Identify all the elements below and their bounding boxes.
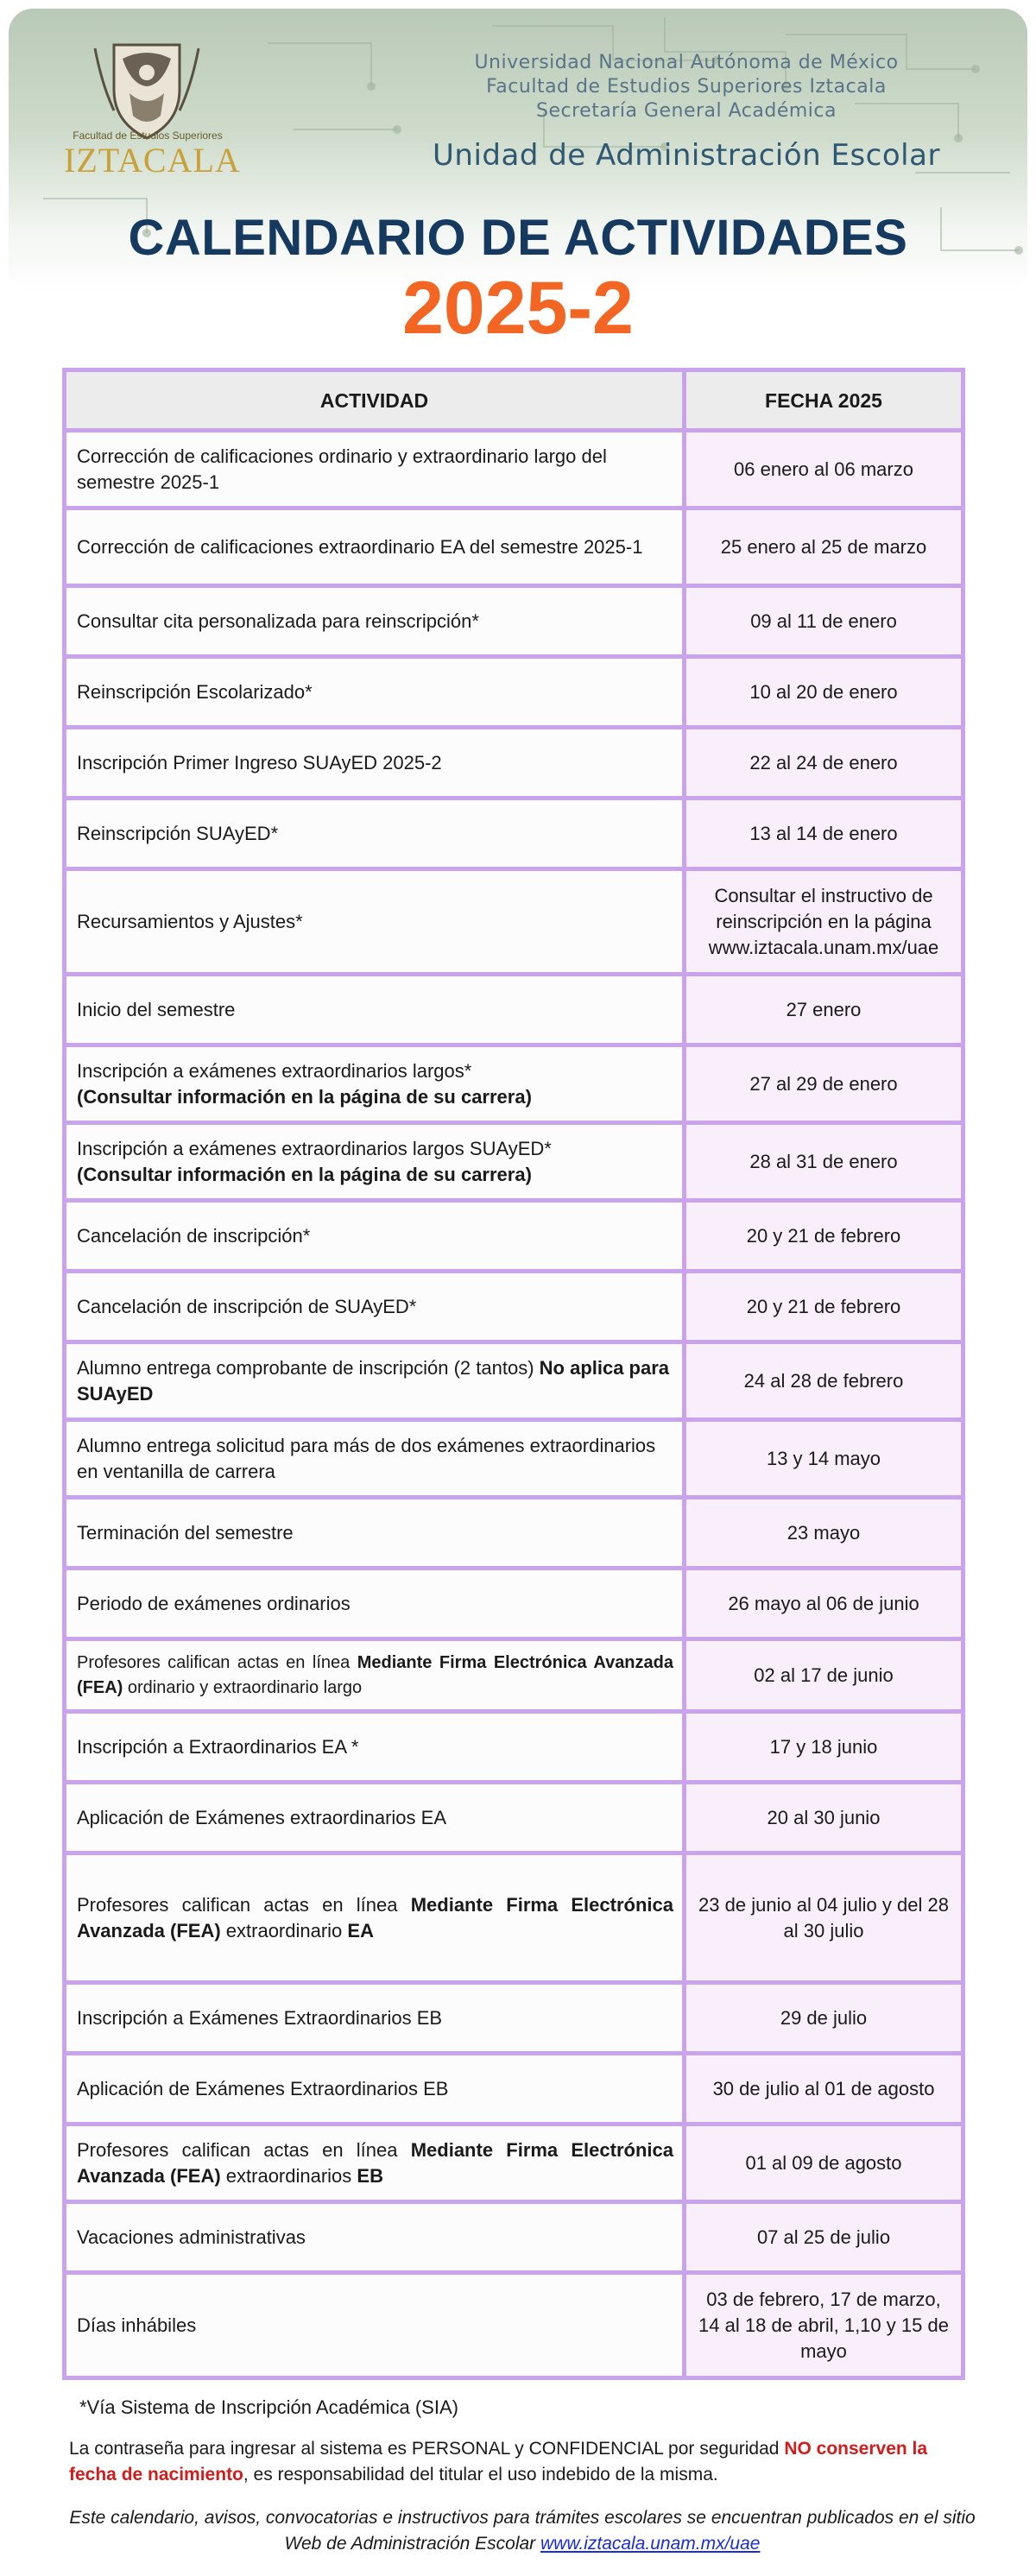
date-cell: 22 al 24 de enero (685, 728, 963, 799)
activity-cell: Inicio del semestre (65, 975, 685, 1045)
table-row (65, 657, 963, 728)
password-notice (69, 2436, 976, 2488)
table-row (65, 2054, 963, 2125)
activity-cell (65, 1123, 685, 1201)
table-row (65, 1272, 963, 1342)
table-row (65, 975, 963, 1045)
activity-note: Mediante Firma Electrónica Avanzada (FEA) (77, 1893, 673, 1941)
activity-cell (65, 1639, 685, 1712)
activity-note: EB (357, 2164, 383, 2187)
date-cell: 20 y 21 de febrero (685, 1201, 963, 1272)
activity-cell: Recursamientos y Ajustes* (65, 869, 685, 975)
activity-cell: Cancelación de inscripción* (65, 1201, 685, 1272)
table-row (65, 2202, 963, 2273)
table-row (65, 1569, 963, 1639)
date-cell: 13 y 14 mayo (685, 1420, 963, 1498)
table-row (65, 799, 963, 869)
logo-wordmark: IZTACALA (64, 141, 241, 180)
footer-notice (69, 2505, 976, 2557)
activity-text: ordinario y extraordinario largo (127, 1677, 363, 1697)
table-row (65, 1498, 963, 1569)
activity-text: Inscripción a exámenes extraordinarios largos* (77, 1059, 472, 1082)
activity-note: No aplica para SUAyED (77, 1356, 670, 1405)
activity-cell: Corrección de calificaciones extraordinario EA del semestre 2025-1 (65, 508, 685, 586)
table-row (65, 1853, 963, 1983)
date-cell: 01 al 09 de agosto (685, 2125, 963, 2202)
table-row (65, 1342, 963, 1420)
table-row (65, 869, 963, 975)
institution-line-3: Secretaría General Académica (536, 100, 837, 122)
date-cell: 27 al 29 de enero (685, 1045, 963, 1123)
date-cell: 27 enero (685, 975, 963, 1045)
activity-cell: Terminación del semestre (65, 1498, 685, 1569)
activity-cell: Inscripción Primer Ingreso SUAyED 2025-2 (65, 728, 685, 799)
activity-note: (Consultar información en la página de su carrera) (77, 1085, 532, 1108)
activity-text: Profesores califican actas en línea (77, 1652, 351, 1672)
unit-name: Unidad de Administración Escolar (433, 138, 940, 173)
date-cell: 28 al 31 de enero (685, 1123, 963, 1201)
table-row (65, 1783, 963, 1853)
activity-note: EA (347, 1919, 374, 1941)
table-row (65, 1639, 963, 1712)
activity-cell: Inscripción a Exámenes Extraordinarios EB (65, 1983, 685, 2054)
table-row (65, 586, 963, 657)
header-activity: ACTIVIDAD (65, 370, 685, 431)
date-cell: 23 mayo (685, 1498, 963, 1569)
table-row (65, 728, 963, 799)
activity-note: (Consultar información en la página de su carrera) (77, 1163, 532, 1185)
institution-line-2: Facultad de Estudios Superiores Iztacala (486, 76, 887, 98)
period-title: 2025-2 (402, 267, 634, 350)
logo-subtitle: Facultad de Estudios Superiores (73, 129, 223, 142)
date-cell: Consultar el instructivo de reinscripción en la página www.iztacala.unam.mx/uae (685, 869, 963, 975)
activity-cell (65, 1853, 685, 1983)
date-cell: 07 al 25 de julio (685, 2202, 963, 2273)
date-cell: 10 al 20 de enero (685, 657, 963, 728)
table-row (65, 1420, 963, 1498)
activity-note: Mediante Firma Electrónica Avanzada (FEA) (77, 2138, 673, 2187)
table-row (65, 2125, 963, 2202)
date-cell: 06 enero al 06 marzo (685, 431, 963, 508)
date-cell: 29 de julio (685, 1983, 963, 2054)
activity-text: extraordinarios (225, 2164, 352, 2187)
date-cell: 26 mayo al 06 de junio (685, 1569, 963, 1639)
date-cell: 23 de junio al 04 julio y del 28 al 30 julio (685, 1853, 963, 1983)
table-row (65, 2273, 963, 2378)
table-header-row (65, 370, 963, 431)
activity-cell (65, 2125, 685, 2202)
table-row (65, 1983, 963, 2054)
uae-website-link[interactable]: www.iztacala.unam.mx/uae (540, 2534, 761, 2554)
date-cell: 13 al 14 de enero (685, 799, 963, 869)
date-cell: 30 de julio al 01 de agosto (685, 2054, 963, 2125)
activity-cell (65, 1045, 685, 1123)
table-row (65, 508, 963, 586)
date-cell: 17 y 18 junio (685, 1712, 963, 1783)
activity-note: Mediante Firma Electrónica Avanzada (FEA) (77, 1652, 673, 1697)
password-notice-text: La contraseña para ingresar al sistema es PERSONAL y CONFIDENCIAL por seguridad (69, 2439, 780, 2459)
footer-text: Este calendario, avisos, convocatorias e instructivos para trámites escolares se encuentran publicados en el sitio Web de Administración Escolar (69, 2508, 976, 2554)
activity-cell: Inscripción a Extraordinarios EA * (65, 1712, 685, 1783)
activity-cell: Alumno entrega solicitud para más de dos exámenes extraordinarios en ventanilla de carrera (65, 1420, 685, 1498)
date-cell: 03 de febrero, 17 de marzo, 14 al 18 de abril, 1,10 y 15 de mayo (685, 2273, 963, 2378)
sia-footnote: *Vía Sistema de Inscripción Académica (SIA) (79, 2396, 458, 2418)
table-row (65, 1712, 963, 1783)
activity-text: Profesores califican actas en línea (77, 1893, 398, 1916)
date-cell: 02 al 17 de junio (685, 1639, 963, 1712)
page-title: CALENDARIO DE ACTIVIDADES (128, 210, 908, 266)
activities-table (62, 368, 965, 2380)
activity-cell (65, 1342, 685, 1420)
activity-cell: Reinscripción SUAyED* (65, 799, 685, 869)
activity-cell: Vacaciones administrativas (65, 2202, 685, 2273)
table-row (65, 1123, 963, 1201)
activity-text: Profesores califican actas en línea (77, 2138, 398, 2161)
header-date: FECHA 2025 (685, 370, 963, 431)
activity-text: Alumno entrega comprobante de inscripción (2 tantos) (77, 1356, 534, 1379)
password-warning: NO conserven la fecha de nacimiento (69, 2439, 928, 2484)
date-cell: 24 al 28 de febrero (685, 1342, 963, 1420)
table-row (65, 431, 963, 508)
date-cell: 09 al 11 de enero (685, 586, 963, 657)
password-notice-tail: , es responsabilidad del titular el uso indebido de la misma. (243, 2465, 718, 2484)
date-cell: 20 y 21 de febrero (685, 1272, 963, 1342)
activity-text: extraordinario (225, 1919, 343, 1941)
activity-text: Inscripción a exámenes extraordinarios largos SUAyED* (77, 1137, 552, 1159)
institution-line-1: Universidad Nacional Autónoma de México (474, 52, 899, 73)
date-cell: 20 al 30 junio (685, 1783, 963, 1853)
table-row (65, 1201, 963, 1272)
date-cell: 25 enero al 25 de marzo (685, 508, 963, 586)
activity-cell: Consultar cita personalizada para reinscripción* (65, 586, 685, 657)
activity-cell: Días inhábiles (65, 2273, 685, 2378)
table-row (65, 1045, 963, 1123)
activity-cell: Aplicación de Exámenes Extraordinarios EB (65, 2054, 685, 2125)
activity-cell: Reinscripción Escolarizado* (65, 657, 685, 728)
activity-cell: Corrección de calificaciones ordinario y extraordinario largo del semestre 2025-1 (65, 431, 685, 508)
activity-cell: Aplicación de Exámenes extraordinarios EA (65, 1783, 685, 1853)
activity-cell: Periodo de exámenes ordinarios (65, 1569, 685, 1639)
activity-cell: Cancelación de inscripción de SUAyED* (65, 1272, 685, 1342)
